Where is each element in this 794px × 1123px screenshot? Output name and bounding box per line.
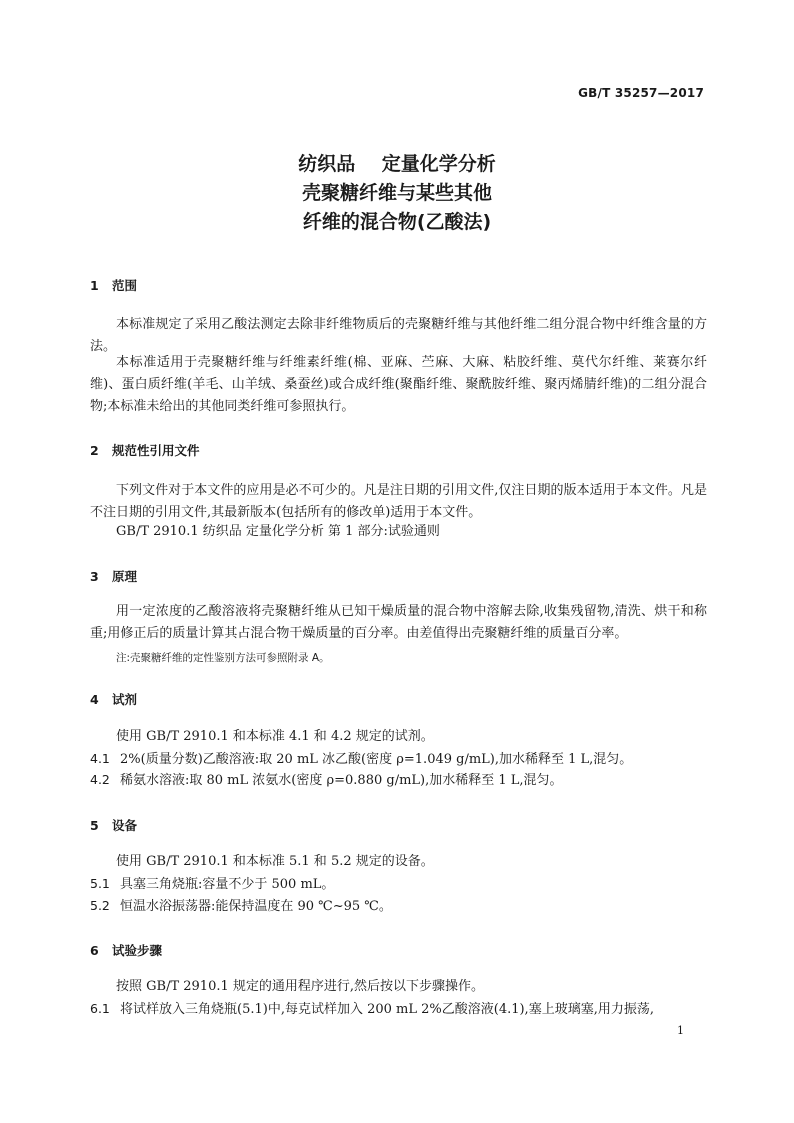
normative-references-paragraph: 下列文件对于本文件的应用是必不可少的。凡是注日期的引用文件,仅注日期的版本适用于本文件。凡是不注日期的引用文件,其最新版本(包括所有的修改单)适用于本文件。 [90, 483, 707, 520]
section-title: 设备 [112, 818, 138, 833]
section-5-heading [90, 816, 137, 834]
reference-gb-t-2910-1: GB/T 2910.1 纺织品 定量化学分析 第 1 部分:试验通则 [116, 524, 440, 539]
document-title [0, 150, 794, 237]
clause-number: 4.2 [90, 772, 110, 787]
clause-text: 具塞三角烧瓶:容量不少于 500 mL。 [120, 877, 335, 892]
clause-number: 5.2 [90, 898, 110, 913]
clause-text: 稀氨水溶液:取 80 mL 浓氨水(密度 ρ=0.880 g/mL),加水稀释至 1 L,混匀。 [120, 773, 563, 788]
section-1-heading [90, 276, 137, 294]
clause-5-1 [90, 873, 707, 896]
scope-paragraph-1: 本标准规定了采用乙酸法测定去除非纤维物质后的壳聚糖纤维与其他纤维二组分混合物中纤维含量的方法。 [90, 317, 707, 354]
section-3-heading [90, 567, 137, 585]
section-number: 1 [90, 278, 99, 293]
section-title: 范围 [112, 278, 138, 293]
section-2-heading [90, 441, 200, 459]
clause-number: 4.1 [90, 751, 110, 766]
section-number: 6 [90, 943, 99, 958]
apparatus-intro: 使用 GB/T 2910.1 和本标准 5.1 和 5.2 规定的设备。 [116, 854, 434, 869]
page-number: 1 [677, 1024, 684, 1037]
section-number: 4 [90, 692, 99, 707]
clause-4-2 [90, 769, 707, 792]
section-6-heading [90, 941, 162, 959]
section-title: 试剂 [112, 692, 138, 707]
title-line-1: 纺织品 定量化学分析 [298, 153, 496, 175]
section-number: 2 [90, 443, 99, 458]
principle-paragraph: 用一定浓度的乙酸溶液将壳聚糖纤维从已知干燥质量的混合物中溶解去除,收集残留物,清洗、烘干和称重;用修正后的质量计算其占混合物干燥质量的百分率。由差值得出壳聚糖纤维的质量百分率。 [90, 604, 707, 641]
section-number: 3 [90, 569, 99, 584]
standard-number: GB/T 35257—2017 [578, 86, 704, 100]
section-title: 原理 [112, 569, 138, 584]
principle-note: 注:壳聚糖纤维的定性鉴别方法可参照附录 A。 [116, 652, 330, 664]
reagents-intro: 使用 GB/T 2910.1 和本标准 4.1 和 4.2 规定的试剂。 [116, 729, 434, 744]
section-4-heading [90, 690, 137, 708]
section-title: 试验步骤 [112, 943, 163, 958]
clause-text: 将试样放入三角烧瓶(5.1)中,每克试样加入 200 mL 2%乙酸溶液(4.1),塞上玻璃塞,用力振荡, [120, 1002, 654, 1017]
title-line-2: 壳聚糖纤维与某些其他 [301, 182, 492, 204]
clause-number: 5.1 [90, 876, 110, 891]
clause-6-1 [90, 998, 707, 1021]
section-title: 规范性引用文件 [112, 443, 200, 458]
clause-4-1 [90, 748, 707, 771]
clause-5-2 [90, 895, 707, 918]
clause-text: 2%(质量分数)乙酸溶液:取 20 mL 冰乙酸(密度 ρ=1.049 g/mL),加水稀释至 1 L,混匀。 [120, 752, 633, 767]
section-number: 5 [90, 818, 99, 833]
clause-text: 恒温水浴振荡器:能保持温度在 90 ℃~95 ℃。 [120, 899, 392, 914]
title-line-3: 纤维的混合物(乙酸法) [302, 211, 492, 233]
procedure-intro: 按照 GB/T 2910.1 规定的通用程序进行,然后按以下步骤操作。 [116, 979, 485, 994]
clause-number: 6.1 [90, 1001, 110, 1016]
scope-paragraph-2: 本标准适用于壳聚糖纤维与纤维素纤维(棉、亚麻、苎麻、大麻、粘胶纤维、莫代尔纤维、莱赛尔纤维)、蛋白质纤维(羊毛、山羊绒、桑蚕丝)或合成纤维(聚酯纤维、聚酰胺纤维、聚丙烯腈纤维)的二组分混合物;本标准未给出的其他同类纤维可参照执行。 [90, 355, 707, 414]
